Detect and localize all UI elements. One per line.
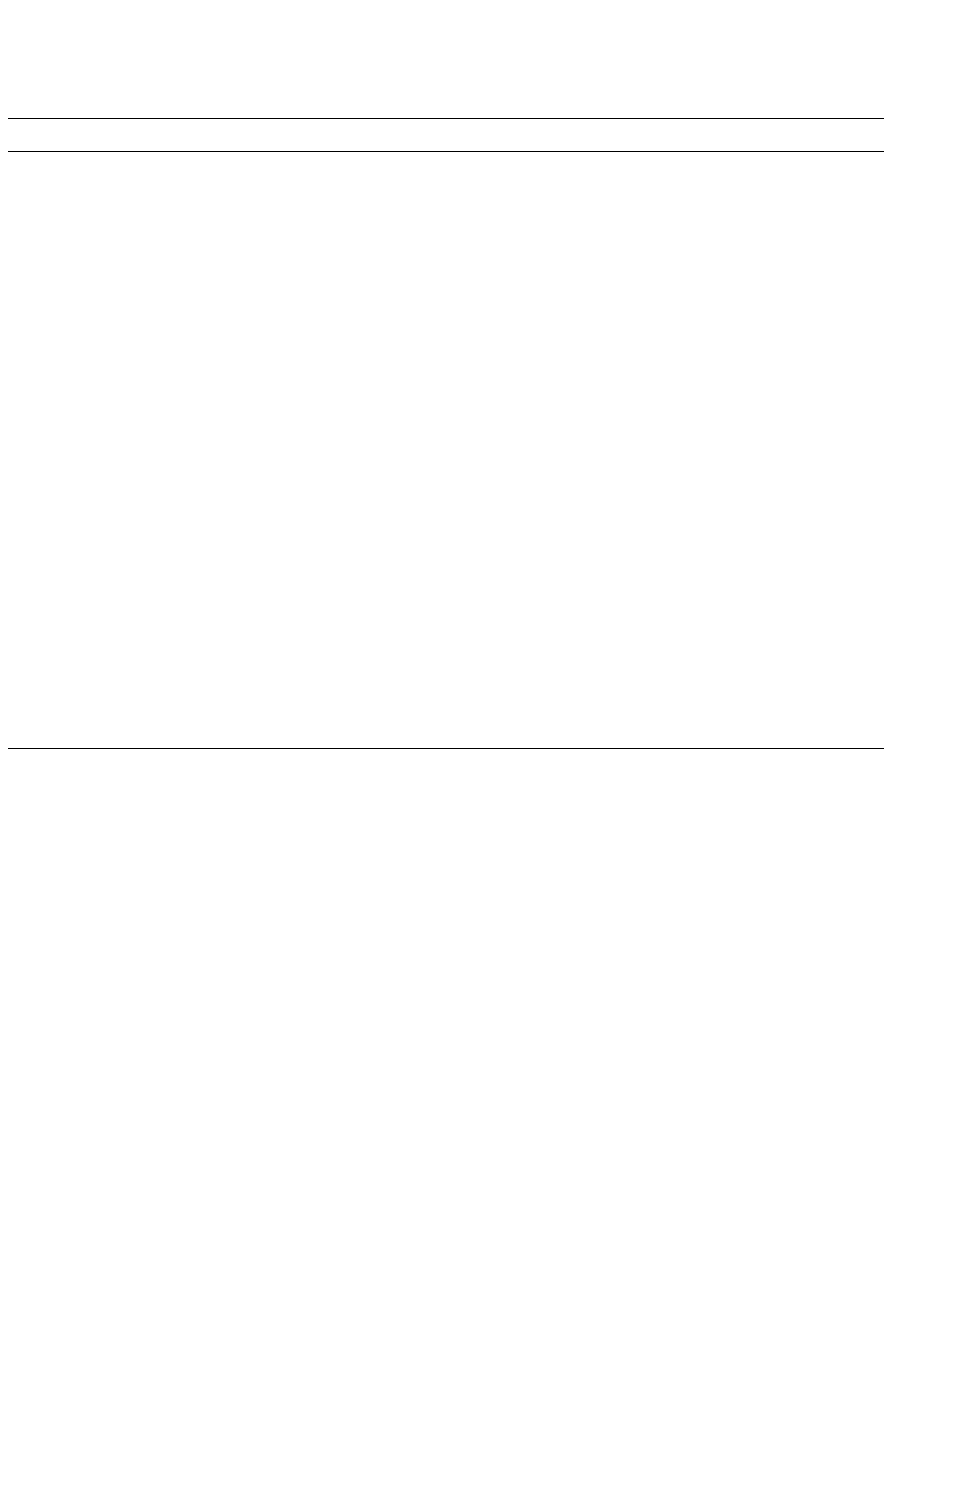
section-12-top-divider [8, 748, 884, 749]
header-divider [8, 118, 884, 119]
subsection-11-1-title [8, 172, 62, 192]
section-11-divider [8, 151, 884, 152]
subsection-12-1-title [8, 803, 62, 823]
